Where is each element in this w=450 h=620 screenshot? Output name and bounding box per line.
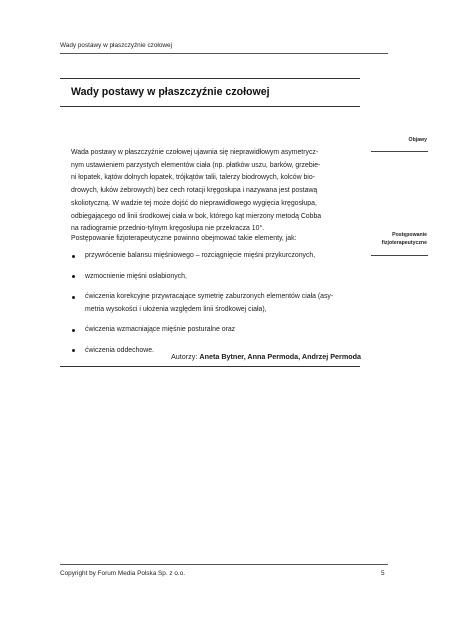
section-end-rule — [60, 366, 360, 367]
paragraph-line: na radiogramie przednio-tylnym kręgosłupa nie przekracza 10°. — [71, 225, 265, 233]
running-header: Wady postawy w płaszczyźnie czołowej — [60, 42, 172, 49]
footer-copyright: Copyright by Forum Media Polska Sp. z o.o. — [60, 570, 186, 577]
header-divider — [60, 53, 388, 54]
margin-label-symptoms: Objawy — [408, 137, 427, 143]
margin-label-rule — [371, 151, 428, 152]
paragraph-line: ni łopatek, kątów dolnych łopatek, trójkątów talii, talerzy biodrowych, kolców bio- — [71, 174, 315, 182]
list-item — [71, 291, 363, 316]
list-item-text: metria wysokości i ułożenia względem linii środkowej ciała), — [85, 305, 267, 313]
bullet-icon — [72, 255, 75, 258]
paragraph-treatment-intro: Postępowanie fizjoterapeutyczne powinno obejmować takie elementy, jak: — [71, 235, 297, 242]
list-item — [71, 324, 363, 337]
list-item-text: ćwiczenia korekcyjne przywracające symetrię zaburzonych elementów ciała (asy- — [85, 293, 334, 300]
title-rule-bottom — [60, 106, 360, 107]
footer-divider — [60, 564, 388, 565]
paragraph-line: skoliotyczną. W wadzie tej może dojść do nieprawidłowego wygięcia kręgosłupa, — [71, 199, 317, 207]
treatment-list — [71, 250, 363, 357]
bullet-icon — [72, 349, 75, 352]
margin-label-rule — [371, 255, 428, 256]
list-item-text: wzmocnienie mięśni osłabionych, — [85, 272, 187, 280]
margin-label-line: Postępowanie — [392, 232, 427, 238]
list-item-text: przywrócenie balansu mięśniowego – rozciągnięcie mięśni przykurczonych, — [85, 252, 316, 259]
list-item — [71, 271, 363, 284]
paragraph-symptoms — [71, 147, 363, 236]
paragraph-line: nym ustawieniem parzystych elementów ciała (np. płatków uszu, barków, grzebie- — [71, 161, 321, 169]
bullet-icon — [72, 329, 75, 332]
authors-line — [171, 352, 361, 361]
margin-label-treatment — [373, 232, 427, 247]
list-item-text: ćwiczenia wzmacniające mięśnie posturalne oraz — [85, 326, 236, 334]
title-rule-top — [60, 78, 360, 79]
authors-names: Aneta Bytner, Anna Permoda, Andrzej Permoda — [199, 352, 361, 361]
paragraph-line: Wada postawy w płaszczyźnie czołowej ujawnia się nieprawidłowym asymetrycz- — [71, 149, 319, 156]
paragraph-line: odbiegającego od linii środkowej ciała w bok, którego kąt mierzony metodą Cobba — [71, 212, 322, 220]
authors-prefix: Autorzy: — [171, 352, 198, 361]
bullet-icon — [72, 275, 75, 278]
bullet-icon — [72, 296, 75, 299]
margin-label-line: fizjoterapeutyczne — [381, 239, 427, 246]
list-item-text: ćwiczenia oddechowe. — [85, 346, 154, 354]
page-number: 5 — [381, 570, 385, 577]
paragraph-line: drowych, łuków żebrowych) bez cech rotacji kręgosłupa i nazywana jest postawą — [71, 187, 318, 195]
section-title: Wady postawy w płaszczyźnie czołowej — [71, 86, 270, 98]
list-item — [71, 250, 363, 263]
